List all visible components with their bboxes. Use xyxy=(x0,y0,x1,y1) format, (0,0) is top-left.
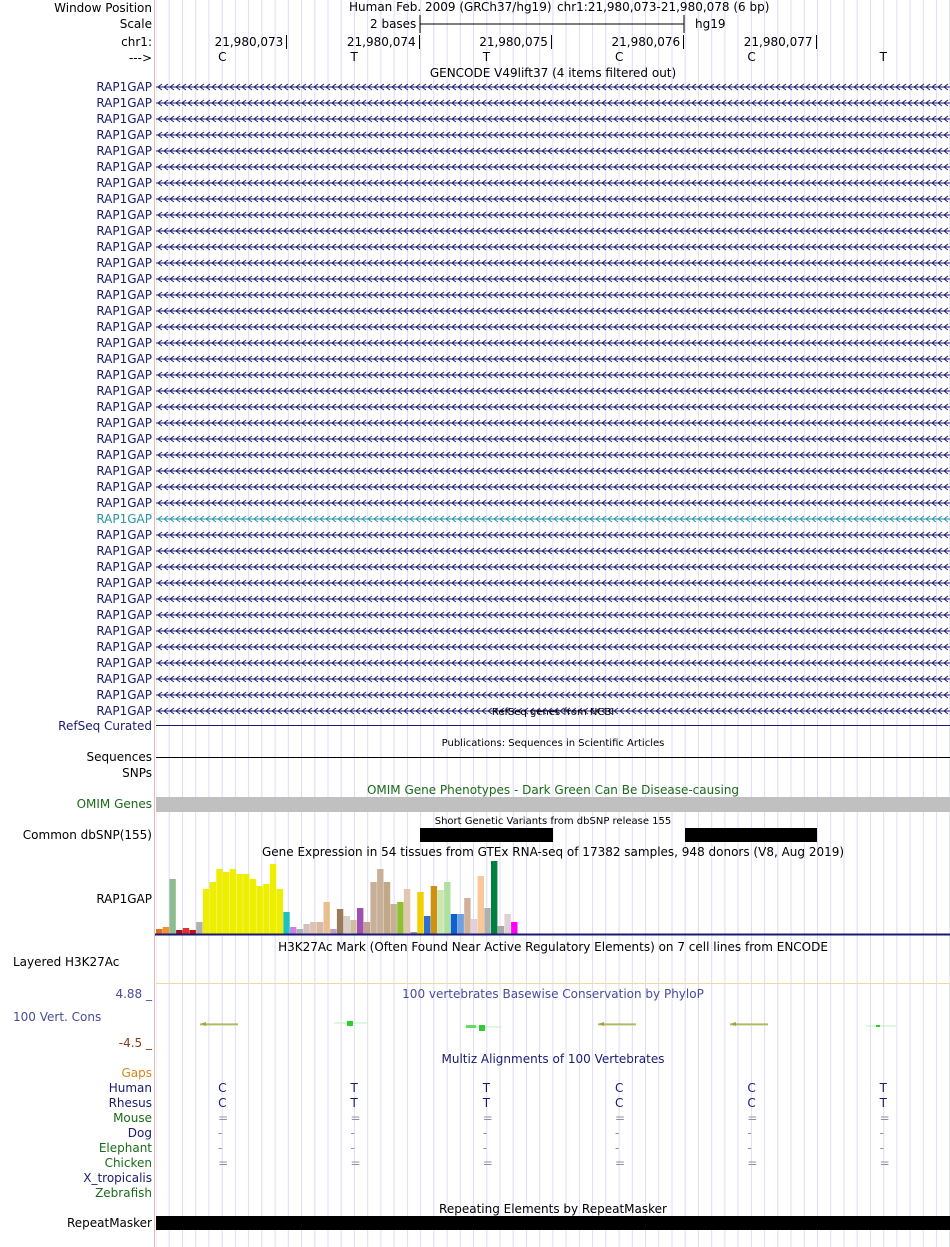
multiz-base: = xyxy=(615,1156,626,1170)
ruler-coordinate: 21,980,073 xyxy=(215,35,288,49)
refseq-title: RefSeq genes from NCBI xyxy=(491,707,615,718)
gencode-gene-label[interactable]: RAP1GAP xyxy=(96,608,152,622)
gtex-title: Gene Expression in 54 tissues from GTEx RNA-seq of 17382 samples, 948 donors (V8, Aug 2019) xyxy=(261,845,845,859)
gencode-gene-model[interactable] xyxy=(156,672,950,686)
publications-label[interactable]: Sequences xyxy=(86,750,152,764)
gencode-gene-label[interactable]: RAP1GAP xyxy=(96,208,152,222)
gtex-tissue-bar[interactable] xyxy=(270,864,276,934)
gtex-tissue-bar[interactable] xyxy=(216,869,222,934)
multiz-base: - xyxy=(482,1126,488,1140)
gencode-gene-model[interactable] xyxy=(156,272,950,286)
phylop-title: 100 vertebrates Basewise Conservation by PhyloP xyxy=(402,987,704,1001)
ruler-base: C xyxy=(747,50,756,64)
gtex-tissue-bar[interactable] xyxy=(156,929,162,934)
gencode-gene-label[interactable]: RAP1GAP xyxy=(96,704,152,718)
multiz-species-label[interactable]: X_tropicalis xyxy=(83,1171,152,1185)
gencode-gene-label[interactable]: RAP1GAP xyxy=(96,240,152,254)
phylop-mark-5 xyxy=(730,1022,768,1026)
multiz-base: C xyxy=(747,1081,756,1095)
gtex-tissue-bar[interactable] xyxy=(223,872,229,934)
scale-text: 2 bases xyxy=(370,17,417,31)
gencode-gene-model[interactable] xyxy=(156,416,950,430)
gencode-gene-label[interactable]: RAP1GAP xyxy=(96,464,152,478)
gencode-gene-model[interactable] xyxy=(156,304,950,318)
gencode-gene-model[interactable] xyxy=(156,288,950,302)
phylop-mark-6 xyxy=(866,1025,896,1027)
multiz-base: - xyxy=(747,1141,752,1155)
gtex-tissue-bar[interactable] xyxy=(243,874,249,934)
phylop-mark-2 xyxy=(334,1021,368,1026)
refseq-track-line[interactable] xyxy=(156,725,950,726)
multiz-gaps-label[interactable]: Gaps xyxy=(121,1066,152,1080)
gtex-bar-chart[interactable] xyxy=(155,858,950,938)
gtex-tissue-bar[interactable] xyxy=(283,912,289,934)
repeatmasker-label[interactable]: RepeatMasker xyxy=(66,1216,152,1230)
gencode-gene-model[interactable] xyxy=(156,640,950,654)
gencode-gene-label[interactable]: RAP1GAP xyxy=(96,112,152,126)
multiz-title: Multiz Alignments of 100 Vertebrates xyxy=(441,1052,665,1066)
gencode-gene-label[interactable]: RAP1GAP xyxy=(96,128,152,142)
gencode-gene-model[interactable] xyxy=(156,608,950,622)
multiz-base: T xyxy=(879,1081,887,1095)
gencode-gene-label[interactable]: RAP1GAP xyxy=(96,176,152,190)
gtex-tissue-bar[interactable] xyxy=(190,930,196,934)
gencode-gene-label[interactable]: RAP1GAP xyxy=(96,656,152,670)
ruler-base: T xyxy=(350,50,358,64)
gencode-gene-label[interactable]: RAP1GAP xyxy=(96,432,152,446)
gtex-tissue-bar[interactable] xyxy=(357,908,363,934)
multiz-species-label[interactable]: Dog xyxy=(127,1126,152,1140)
gtex-tissue-bar[interactable] xyxy=(324,902,330,934)
gtex-tissue-bar[interactable] xyxy=(417,892,423,934)
multiz-base: = xyxy=(218,1111,229,1125)
multiz-species-label[interactable]: Rhesus xyxy=(108,1096,152,1110)
gtex-tissue-bar[interactable] xyxy=(263,884,269,934)
ruler-coordinate: 21,980,077 xyxy=(744,35,817,49)
gencode-gene-model[interactable] xyxy=(156,336,950,350)
gencode-gene-label[interactable]: RAP1GAP xyxy=(96,160,152,174)
h3k27ac-title: H3K27Ac Mark (Often Found Near Active Regulatory Elements) on 7 cell lines from ENCODE xyxy=(278,940,828,954)
multiz-base: - xyxy=(218,1141,223,1155)
multiz-base: = xyxy=(482,1111,493,1125)
gencode-gene-model[interactable] xyxy=(156,688,950,702)
position-title: chr1:21,980,073-21,980,078 (6 bp) xyxy=(557,0,770,14)
gencode-gene-model[interactable] xyxy=(156,160,950,174)
gencode-gene-model[interactable] xyxy=(156,320,950,334)
gtex-tissue-bar[interactable] xyxy=(511,922,517,934)
gencode-gene-model[interactable] xyxy=(156,176,950,190)
h3k27ac-baseline xyxy=(156,983,950,984)
snps-label[interactable]: SNPs xyxy=(122,766,152,780)
gtex-tissue-bar[interactable] xyxy=(458,914,464,934)
gencode-gene-label[interactable]: RAP1GAP xyxy=(96,544,152,558)
scale-label: Scale xyxy=(119,17,152,31)
gtex-tissue-bar[interactable] xyxy=(424,916,430,934)
multiz-species-label[interactable]: Elephant xyxy=(98,1141,152,1155)
ruler-coordinate: 21,980,076 xyxy=(611,35,684,49)
gencode-gene-label[interactable]: RAP1GAP xyxy=(96,512,152,526)
gtex-tissue-bar[interactable] xyxy=(236,874,242,934)
phylop-signal[interactable] xyxy=(156,1015,950,1035)
gtex-tissue-bar[interactable] xyxy=(498,926,504,934)
gtex-tissue-bar[interactable] xyxy=(277,889,283,934)
gencode-gene-label[interactable]: RAP1GAP xyxy=(96,80,152,94)
gtex-tissue-bar[interactable] xyxy=(290,927,296,934)
gencode-gene-model[interactable] xyxy=(156,656,950,670)
gtex-tissue-bar[interactable] xyxy=(484,908,490,934)
db-name: hg19 xyxy=(695,17,726,31)
omim-title: OMIM Gene Phenotypes - Dark Green Can Be Disease-causing xyxy=(366,783,740,797)
gencode-gene-label[interactable]: RAP1GAP xyxy=(96,304,152,318)
multiz-base: - xyxy=(747,1126,752,1140)
omim-gene-bar[interactable] xyxy=(156,797,950,812)
multiz-base: - xyxy=(482,1141,488,1155)
gtex-tissue-bar[interactable] xyxy=(370,882,376,934)
multiz-base: - xyxy=(879,1141,884,1155)
phylop-mark-1 xyxy=(200,1022,238,1026)
ruler-base: C xyxy=(615,50,624,64)
gencode-gene-label[interactable]: RAP1GAP xyxy=(96,640,152,654)
gencode-gene-model[interactable] xyxy=(156,464,950,478)
gencode-gene-model[interactable] xyxy=(156,96,950,110)
publications-title: Publications: Sequences in Scientific Articles xyxy=(441,738,665,749)
gtex-tissue-bar[interactable] xyxy=(350,920,356,934)
gtex-tissue-bar[interactable] xyxy=(250,879,256,934)
publications-track-line[interactable] xyxy=(156,757,950,758)
gtex-tissue-bar[interactable] xyxy=(451,914,457,934)
gencode-gene-label[interactable]: RAP1GAP xyxy=(96,224,152,238)
gtex-tissue-bar[interactable] xyxy=(364,922,370,934)
gencode-gene-model[interactable] xyxy=(156,208,950,222)
gtex-tissue-bar[interactable] xyxy=(310,922,316,934)
multiz-species-label[interactable]: Zebrafish xyxy=(95,1186,152,1200)
gtex-tissue-bar[interactable] xyxy=(404,889,410,934)
gtex-tissue-bar[interactable] xyxy=(230,869,236,934)
gencode-gene-label[interactable]: RAP1GAP xyxy=(96,288,152,302)
multiz-base: = xyxy=(482,1156,493,1170)
gtex-tissue-bar[interactable] xyxy=(183,928,189,934)
gtex-tissue-bar[interactable] xyxy=(431,886,437,934)
gtex-tissue-bar[interactable] xyxy=(169,879,175,934)
gtex-tissue-bar[interactable] xyxy=(437,890,443,934)
refseq-label[interactable]: RefSeq Curated xyxy=(58,719,152,733)
gencode-gene-model[interactable] xyxy=(156,128,950,142)
gencode-gene-label[interactable]: RAP1GAP xyxy=(96,560,152,574)
repeatmasker-element[interactable] xyxy=(156,1216,950,1230)
multiz-base: = xyxy=(879,1111,890,1125)
gencode-gene-model[interactable] xyxy=(156,240,950,254)
gencode-gene-model[interactable] xyxy=(156,448,950,462)
gencode-gene-model[interactable] xyxy=(156,544,950,558)
multiz-base: = xyxy=(747,1111,758,1125)
ruler-coordinate: 21,980,075 xyxy=(479,35,552,49)
gencode-gene-model[interactable] xyxy=(156,512,950,526)
ruler-coordinate: 21,980,074 xyxy=(347,35,420,49)
gencode-gene-label[interactable]: RAP1GAP xyxy=(96,144,152,158)
label-divider xyxy=(154,0,155,1247)
gencode-gene-model[interactable] xyxy=(156,352,950,366)
multiz-base: - xyxy=(218,1126,223,1140)
multiz-base: - xyxy=(350,1126,355,1140)
phylop-max-label: 4.88 _ xyxy=(115,987,152,1001)
gtex-label[interactable]: RAP1GAP xyxy=(96,892,152,906)
multiz-base: = xyxy=(747,1156,758,1170)
gtex-tissue-bar[interactable] xyxy=(344,916,350,934)
ruler-base: T xyxy=(879,50,887,64)
gencode-gene-label[interactable]: RAP1GAP xyxy=(96,672,152,686)
multiz-base: C xyxy=(615,1081,624,1095)
multiz-base: = xyxy=(879,1156,890,1170)
gencode-gene-label[interactable]: RAP1GAP xyxy=(96,592,152,606)
multiz-base: C xyxy=(615,1096,624,1110)
multiz-base: = xyxy=(218,1156,229,1170)
gtex-tissue-bar[interactable] xyxy=(397,902,403,934)
gencode-gene-model[interactable] xyxy=(156,368,950,382)
gencode-gene-label[interactable]: RAP1GAP xyxy=(96,320,152,334)
multiz-base: - xyxy=(879,1126,884,1140)
gtex-tissue-bar[interactable] xyxy=(478,876,484,934)
dbsnp-variant[interactable] xyxy=(420,828,553,842)
dbsnp-variant[interactable] xyxy=(685,828,817,842)
ruler-base: T xyxy=(482,50,491,64)
gencode-gene-model[interactable] xyxy=(156,528,950,542)
phylop-mark-4 xyxy=(598,1022,636,1026)
multiz-species-label[interactable]: Human xyxy=(108,1081,152,1095)
ruler-base: C xyxy=(218,50,227,64)
gtex-tissue-bar[interactable] xyxy=(464,898,470,934)
gencode-gene-model[interactable] xyxy=(156,560,950,574)
multiz-base: - xyxy=(615,1141,620,1155)
gencode-gene-label[interactable]: RAP1GAP xyxy=(96,192,152,206)
gencode-gene-label[interactable]: RAP1GAP xyxy=(96,448,152,462)
dbsnp-title: Short Genetic Variants from dbSNP release 155 xyxy=(434,816,672,827)
gencode-gene-label[interactable]: RAP1GAP xyxy=(96,528,152,542)
window-position-label: Window Position xyxy=(54,1,152,15)
gtex-tissue-bar[interactable] xyxy=(176,930,182,934)
strand-label: ---> xyxy=(128,51,152,65)
gtex-tissue-bar[interactable] xyxy=(444,882,450,934)
gtex-tissue-bar[interactable] xyxy=(297,929,303,934)
gtex-tissue-bar[interactable] xyxy=(337,909,343,934)
multiz-base: C xyxy=(218,1096,227,1110)
gtex-tissue-bar[interactable] xyxy=(330,929,336,934)
gencode-title[interactable]: GENCODE V49lift37 (4 items filtered out) xyxy=(429,66,677,80)
gencode-gene-model[interactable] xyxy=(156,576,950,590)
gencode-gene-label[interactable]: RAP1GAP xyxy=(96,496,152,510)
gtex-tissue-bar[interactable] xyxy=(257,886,263,934)
gtex-tissue-bar[interactable] xyxy=(203,889,209,934)
gencode-gene-label[interactable]: RAP1GAP xyxy=(96,384,152,398)
gencode-gene-model[interactable] xyxy=(156,256,950,270)
multiz-base: T xyxy=(350,1096,358,1110)
gencode-gene-model[interactable] xyxy=(156,80,950,94)
multiz-species-label[interactable]: Chicken xyxy=(104,1156,152,1170)
gencode-gene-model[interactable] xyxy=(156,384,950,398)
gencode-gene-model[interactable] xyxy=(156,112,950,126)
multiz-base: C xyxy=(218,1081,227,1095)
multiz-base: T xyxy=(350,1081,358,1095)
gencode-gene-model[interactable] xyxy=(156,400,950,414)
chrom-label: chr1: xyxy=(121,35,152,49)
gencode-gene-model[interactable] xyxy=(156,192,950,206)
gencode-gene-model[interactable] xyxy=(156,624,950,638)
gencode-gene-label[interactable]: RAP1GAP xyxy=(96,480,152,494)
gtex-tissue-bar[interactable] xyxy=(377,869,383,934)
gtex-tissue-bar[interactable] xyxy=(504,914,510,934)
gencode-gene-model[interactable] xyxy=(156,144,950,158)
gencode-gene-label[interactable]: RAP1GAP xyxy=(96,688,152,702)
gencode-gene-label[interactable]: RAP1GAP xyxy=(96,368,152,382)
gtex-tissue-bar[interactable] xyxy=(303,924,309,934)
scale-bar xyxy=(418,15,688,33)
multiz-base: = xyxy=(350,1111,361,1125)
omim-label[interactable]: OMIM Genes xyxy=(76,797,152,811)
multiz-base: - xyxy=(615,1126,620,1140)
gencode-gene-model[interactable] xyxy=(156,592,950,606)
gtex-tissue-bar[interactable] xyxy=(384,882,390,934)
phylop-label[interactable]: 100 Vert. Cons xyxy=(13,1010,102,1024)
gencode-gene-label[interactable]: RAP1GAP xyxy=(96,400,152,414)
multiz-base: = xyxy=(350,1156,361,1170)
h3k27ac-label[interactable]: Layered H3K27Ac xyxy=(13,955,120,969)
gencode-gene-label[interactable]: RAP1GAP xyxy=(96,416,152,430)
multiz-base: T xyxy=(879,1096,887,1110)
multiz-base: T xyxy=(482,1081,491,1095)
dbsnp-label[interactable]: Common dbSNP(155) xyxy=(22,828,152,842)
gencode-gene-model[interactable] xyxy=(156,224,950,238)
multiz-base: T xyxy=(482,1096,491,1110)
gencode-gene-label[interactable]: RAP1GAP xyxy=(96,256,152,270)
gencode-gene-label[interactable]: RAP1GAP xyxy=(96,576,152,590)
multiz-base: - xyxy=(350,1141,355,1155)
gencode-gene-model[interactable] xyxy=(156,496,950,510)
multiz-base: = xyxy=(615,1111,626,1125)
assembly-title: Human Feb. 2009 (GRCh37/hg19) xyxy=(349,0,552,14)
gencode-gene-label[interactable]: RAP1GAP xyxy=(96,624,152,638)
gtex-tissue-bar[interactable] xyxy=(317,922,323,934)
gtex-tissue-bar[interactable] xyxy=(163,927,169,934)
gtex-tissue-bar[interactable] xyxy=(471,919,477,934)
gencode-gene-label[interactable]: RAP1GAP xyxy=(96,336,152,350)
gencode-gene-label[interactable]: RAP1GAP xyxy=(96,352,152,366)
multiz-species-label[interactable]: Mouse xyxy=(113,1111,152,1125)
multiz-base: C xyxy=(747,1096,756,1110)
gencode-gene-label[interactable]: RAP1GAP xyxy=(96,96,152,110)
gtex-tissue-bar[interactable] xyxy=(391,904,397,934)
gtex-tissue-bar[interactable] xyxy=(491,861,497,934)
repeatmasker-title: Repeating Elements by RepeatMasker xyxy=(439,1202,667,1216)
gencode-gene-label[interactable]: RAP1GAP xyxy=(96,272,152,286)
gtex-tissue-bar[interactable] xyxy=(210,882,216,934)
gencode-gene-model[interactable] xyxy=(156,480,950,494)
phylop-mark-3 xyxy=(464,1025,502,1031)
gencode-gene-model[interactable] xyxy=(156,432,950,446)
phylop-min-label: -4.5 _ xyxy=(118,1036,152,1050)
gtex-tissue-bar[interactable] xyxy=(196,922,202,934)
